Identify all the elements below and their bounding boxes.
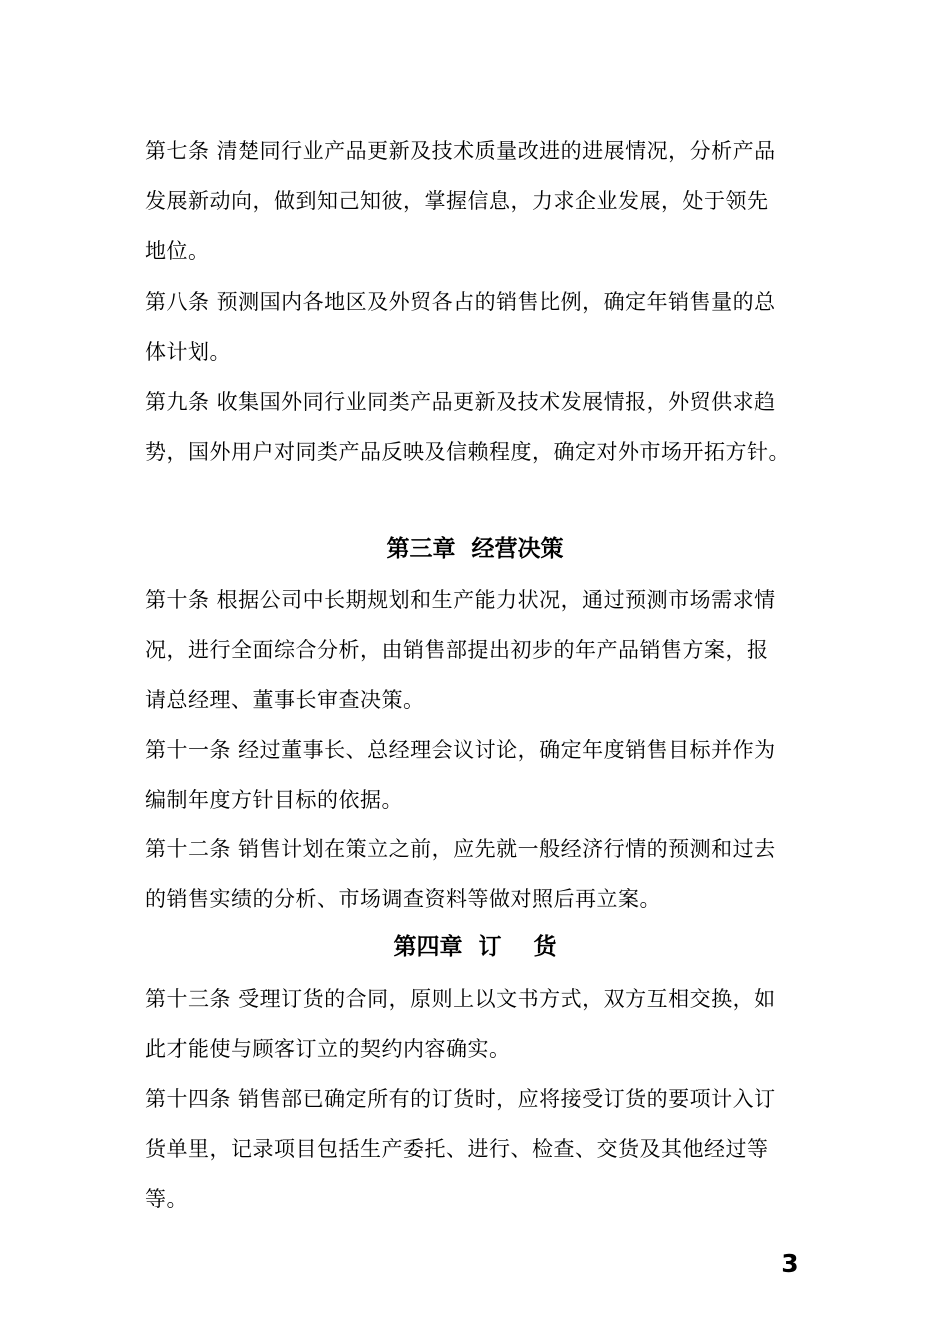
text-line: 况，进行全面综合分析，由销售部提出初步的年产品销售方案，报 (145, 638, 769, 662)
text-line: 等。 (145, 1187, 188, 1211)
text-line: 地位。 (145, 239, 210, 263)
text-line-article-9: 第九条 收集国外同行业同类产品更新及技术发展情报，外贸供求趋 (145, 390, 776, 414)
text-line-article-12: 第十二条 销售计划在策立之前，应先就一般经济行情的预测和过去 (145, 837, 776, 861)
text-line: 请总经理、董事长审查决策。 (145, 688, 425, 712)
page-number: 3 (781, 1249, 799, 1278)
text-line: 体计划。 (145, 340, 231, 364)
text-line-article-8: 第八条 预测国内各地区及外贸各占的销售比例，确定年销售量的总 (145, 290, 776, 314)
text-line-article-11: 第十一条 经过董事长、总经理会议讨论，确定年度销售目标并作为 (145, 738, 776, 762)
text-line: 编制年度方针目标的依据。 (145, 788, 403, 812)
text-line: 的销售实绩的分析、市场调查资料等做对照后再立案。 (145, 887, 661, 911)
text-line: 发展新动向，做到知己知彼，掌握信息，力求企业发展，处于领先 (145, 189, 769, 213)
text-line: 此才能使与顾客订立的契约内容确实。 (145, 1037, 511, 1061)
chapter-4-heading: 第四章 订 货 (393, 934, 557, 960)
text-line-article-13: 第十三条 受理订货的合同，原则上以文书方式，双方互相交换，如 (145, 987, 776, 1011)
text-line: 货单里，记录项目包括生产委托、进行、检查、交货及其他经过等 (145, 1137, 769, 1161)
text-line-article-7: 第七条 清楚同行业产品更新及技术质量改进的进展情况，分析产品 (145, 139, 776, 163)
text-line: 势，国外用户对同类产品反映及信赖程度，确定对外市场开拓方针。 (145, 440, 790, 464)
text-line-article-14: 第十四条 销售部已确定所有的订货时，应将接受订货的要项计入订 (145, 1087, 776, 1111)
text-line-article-10: 第十条 根据公司中长期规划和生产能力状况，通过预测市场需求情 (145, 588, 776, 612)
chapter-3-heading: 第三章 经营决策 (386, 536, 564, 562)
